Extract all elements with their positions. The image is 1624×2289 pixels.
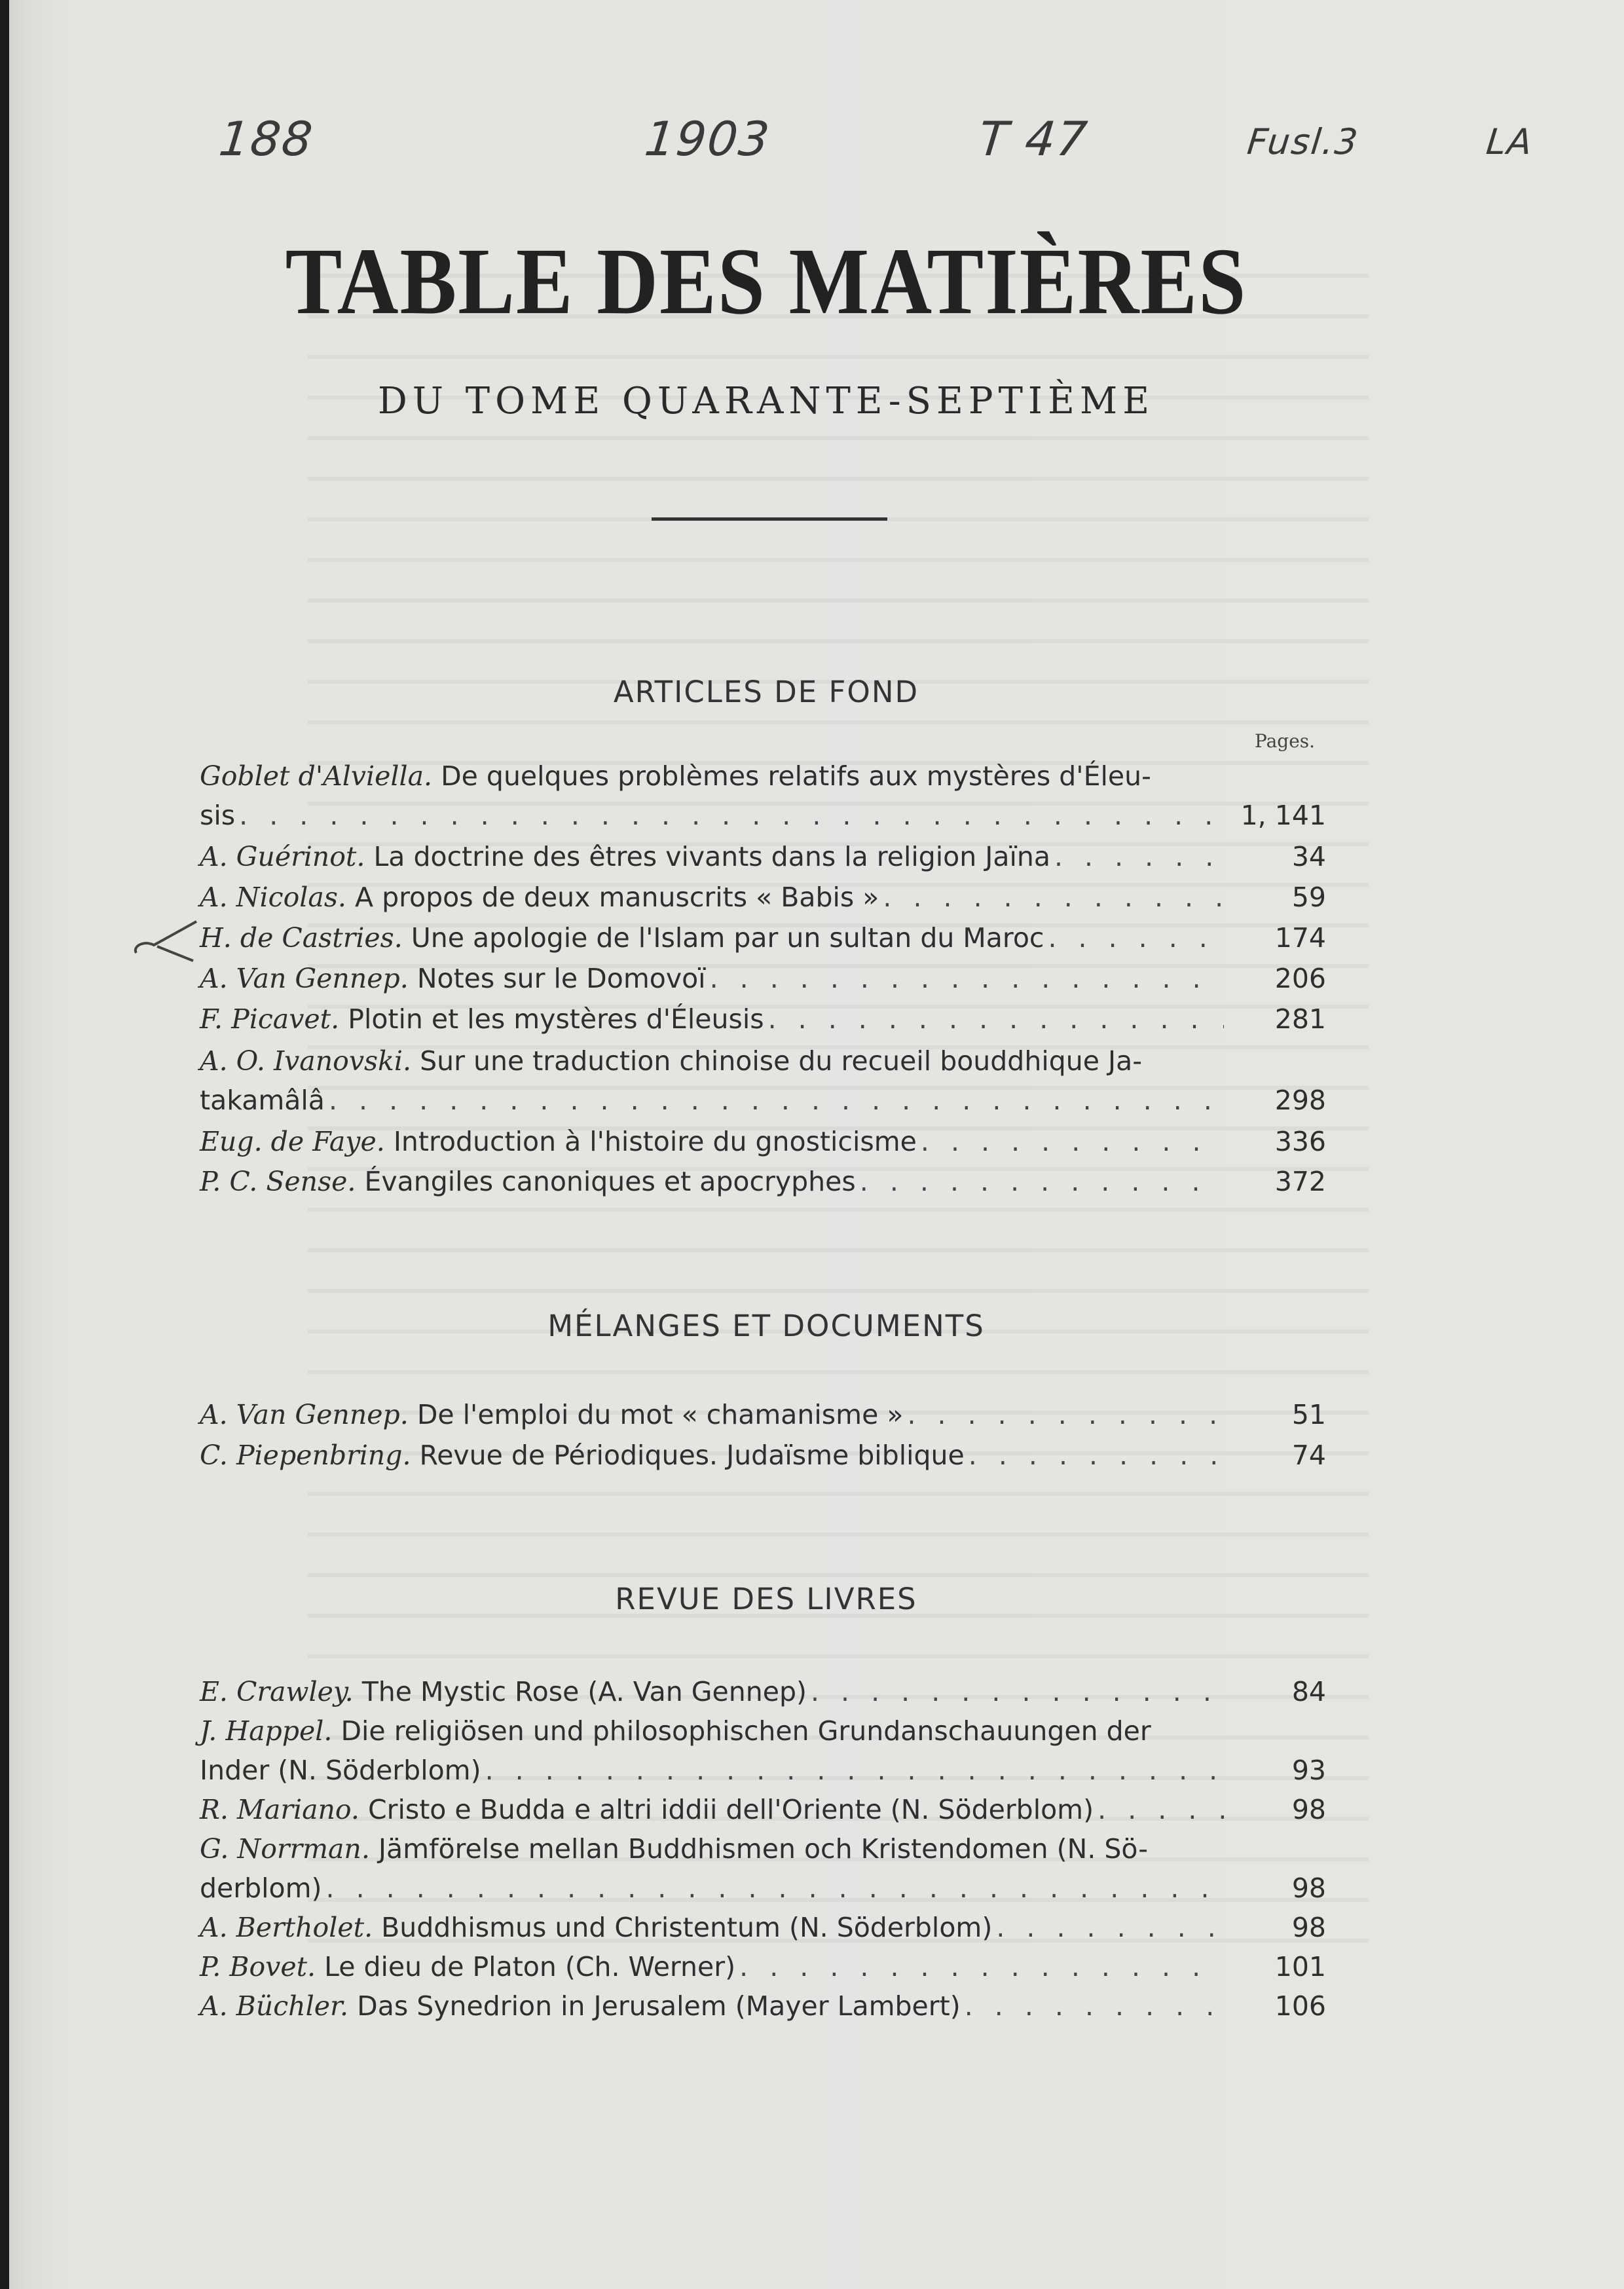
toc-entry [200,1829,1326,1908]
entry-title: Une apologie de l'Islam par un sultan du Maroc [411,922,1044,954]
toc-entry [200,1711,1326,1790]
entry-title: Sur une traduction chinoise du recueil bouddhique Ja- [420,1045,1142,1077]
entry-title: Revue de Périodiques. Judaïsme biblique [419,1440,965,1471]
title-rule [652,517,887,521]
pages-column-label: Pages. [1255,730,1316,752]
section-heading-articles: ARTICLES DE FOND [613,675,919,709]
entry-author: G. Norrman. [200,1833,370,1865]
entry-author: E. Crawley. [200,1676,354,1707]
toc-entry [200,959,1326,998]
entry-title-cont: derblom) [200,1872,322,1904]
entry-pages: 206 [1274,963,1326,994]
entry-title-cont: sis [200,800,236,831]
entry-title: Das Synedrion in Jerusalem (Mayer Lambert) [357,1990,961,2022]
toc-entry [200,1790,1326,1829]
entry-pages: 98 [1291,1872,1326,1904]
entry-author: Goblet d'Alviella. [200,760,433,792]
page-subtitle: DU TOME QUARANTE-SEPTIÈME [377,380,1155,422]
entry-pages: 372 [1274,1166,1326,1197]
entry-pages: 106 [1274,1990,1326,2022]
entry-title: Notes sur le Domovoï [416,963,706,994]
toc-entry [200,1122,1326,1161]
entry-pages: 98 [1291,1794,1326,1825]
entry-author: A. Van Gennep. [200,963,409,994]
binding-edge [0,0,9,2289]
entry-title: The Mystic Rose (A. Van Gennep) [361,1676,807,1707]
entry-pages: 98 [1291,1912,1326,1943]
entry-title-cont: takamâlâ [200,1085,325,1116]
toc-entry [200,756,1326,835]
toc-entry [200,1041,1326,1120]
entry-title: Die religiösen und philosophischen Grundanschauungen der [341,1715,1151,1747]
entry-title: De quelques problèmes relatifs aux mystères d'Éleu- [441,760,1151,792]
entry-author: J. Happel. [200,1715,333,1747]
entry-pages: 34 [1291,841,1326,872]
entry-title: Buddhismus und Christentum (N. Söderblom) [381,1912,993,1943]
entry-author: F. Picavet. [200,1003,340,1035]
handwritten-note-5: LA [1484,121,1536,162]
entry-title: De l'emploi du mot « chamanisme » [416,1399,904,1430]
entry-author: P. C. Sense. [200,1166,356,1197]
entry-pages: 59 [1291,882,1326,913]
entry-pages: 174 [1274,922,1326,954]
entry-pages: 93 [1291,1755,1326,1786]
entry-author: C. Piepenbring. [200,1440,411,1471]
section-heading-revue: REVUE DES LIVRES [615,1582,917,1616]
entry-pages: 51 [1291,1399,1326,1430]
entry-title: La doctrine des êtres vivants dans la religion Jaïna [373,841,1050,872]
toc-entry [200,837,1326,876]
entry-pages: 281 [1274,1003,1326,1035]
entry-title: Cristo e Budda e altri iddii dell'Oriente (N. Söderblom) [367,1794,1094,1825]
entry-pages: 84 [1291,1676,1326,1707]
entry-pages: 74 [1291,1440,1326,1471]
entry-author: A. Guérinot. [200,841,365,872]
pencil-check-mark [131,920,203,966]
toc-entry [200,1436,1326,1475]
entry-pages: 1, 141 [1240,800,1326,831]
entry-author: P. Bovet. [200,1951,316,1982]
entry-title-cont: Inder (N. Söderblom) [200,1755,481,1786]
toc-entry [200,1672,1326,1711]
entry-title: Jämförelse mellan Buddhismen och Kristendomen (N. Sö- [378,1833,1149,1865]
entry-author: A. Nicolas. [200,882,346,913]
entry-author: Eug. de Faye. [200,1126,385,1157]
entry-title: A propos de deux manuscrits « Babis » [355,882,879,913]
section-heading-melanges: MÉLANGES ET DOCUMENTS [547,1309,985,1343]
toc-entry [200,1395,1326,1434]
toc-entry [200,1986,1326,2026]
handwritten-note-1: 188 [216,111,316,166]
entry-author: A. Bertholet. [200,1912,373,1943]
entry-title: Plotin et les mystères d'Éleusis [348,1003,764,1035]
entry-pages: 101 [1274,1951,1326,1982]
toc-entry [200,999,1326,1039]
toc-entry [200,1908,1326,1947]
handwritten-note-2: 1903 [642,111,773,166]
entry-title: Le dieu de Platon (Ch. Werner) [324,1951,736,1982]
entry-author: A. Van Gennep. [200,1399,409,1430]
entry-author: A. Büchler. [200,1990,349,2022]
toc-entry [200,918,1326,958]
entry-pages: 336 [1274,1126,1326,1157]
entry-author: A. O. Ivanovski. [200,1045,412,1077]
page-title: TABLE DES MATIÈRES [285,229,1247,335]
entry-pages: 298 [1274,1085,1326,1116]
handwritten-note-3: T 47 [976,111,1091,166]
handwritten-note-4: Fusl.3 [1245,121,1361,162]
toc-entry [200,1947,1326,1986]
toc-entry [200,1162,1326,1201]
entry-title: Évangiles canoniques et apocryphes [364,1166,856,1197]
toc-entry [200,878,1326,917]
entry-author: H. de Castries. [200,922,403,954]
entry-title: Introduction à l'histoire du gnosticisme [393,1126,917,1157]
entry-author: R. Mariano. [200,1794,360,1825]
